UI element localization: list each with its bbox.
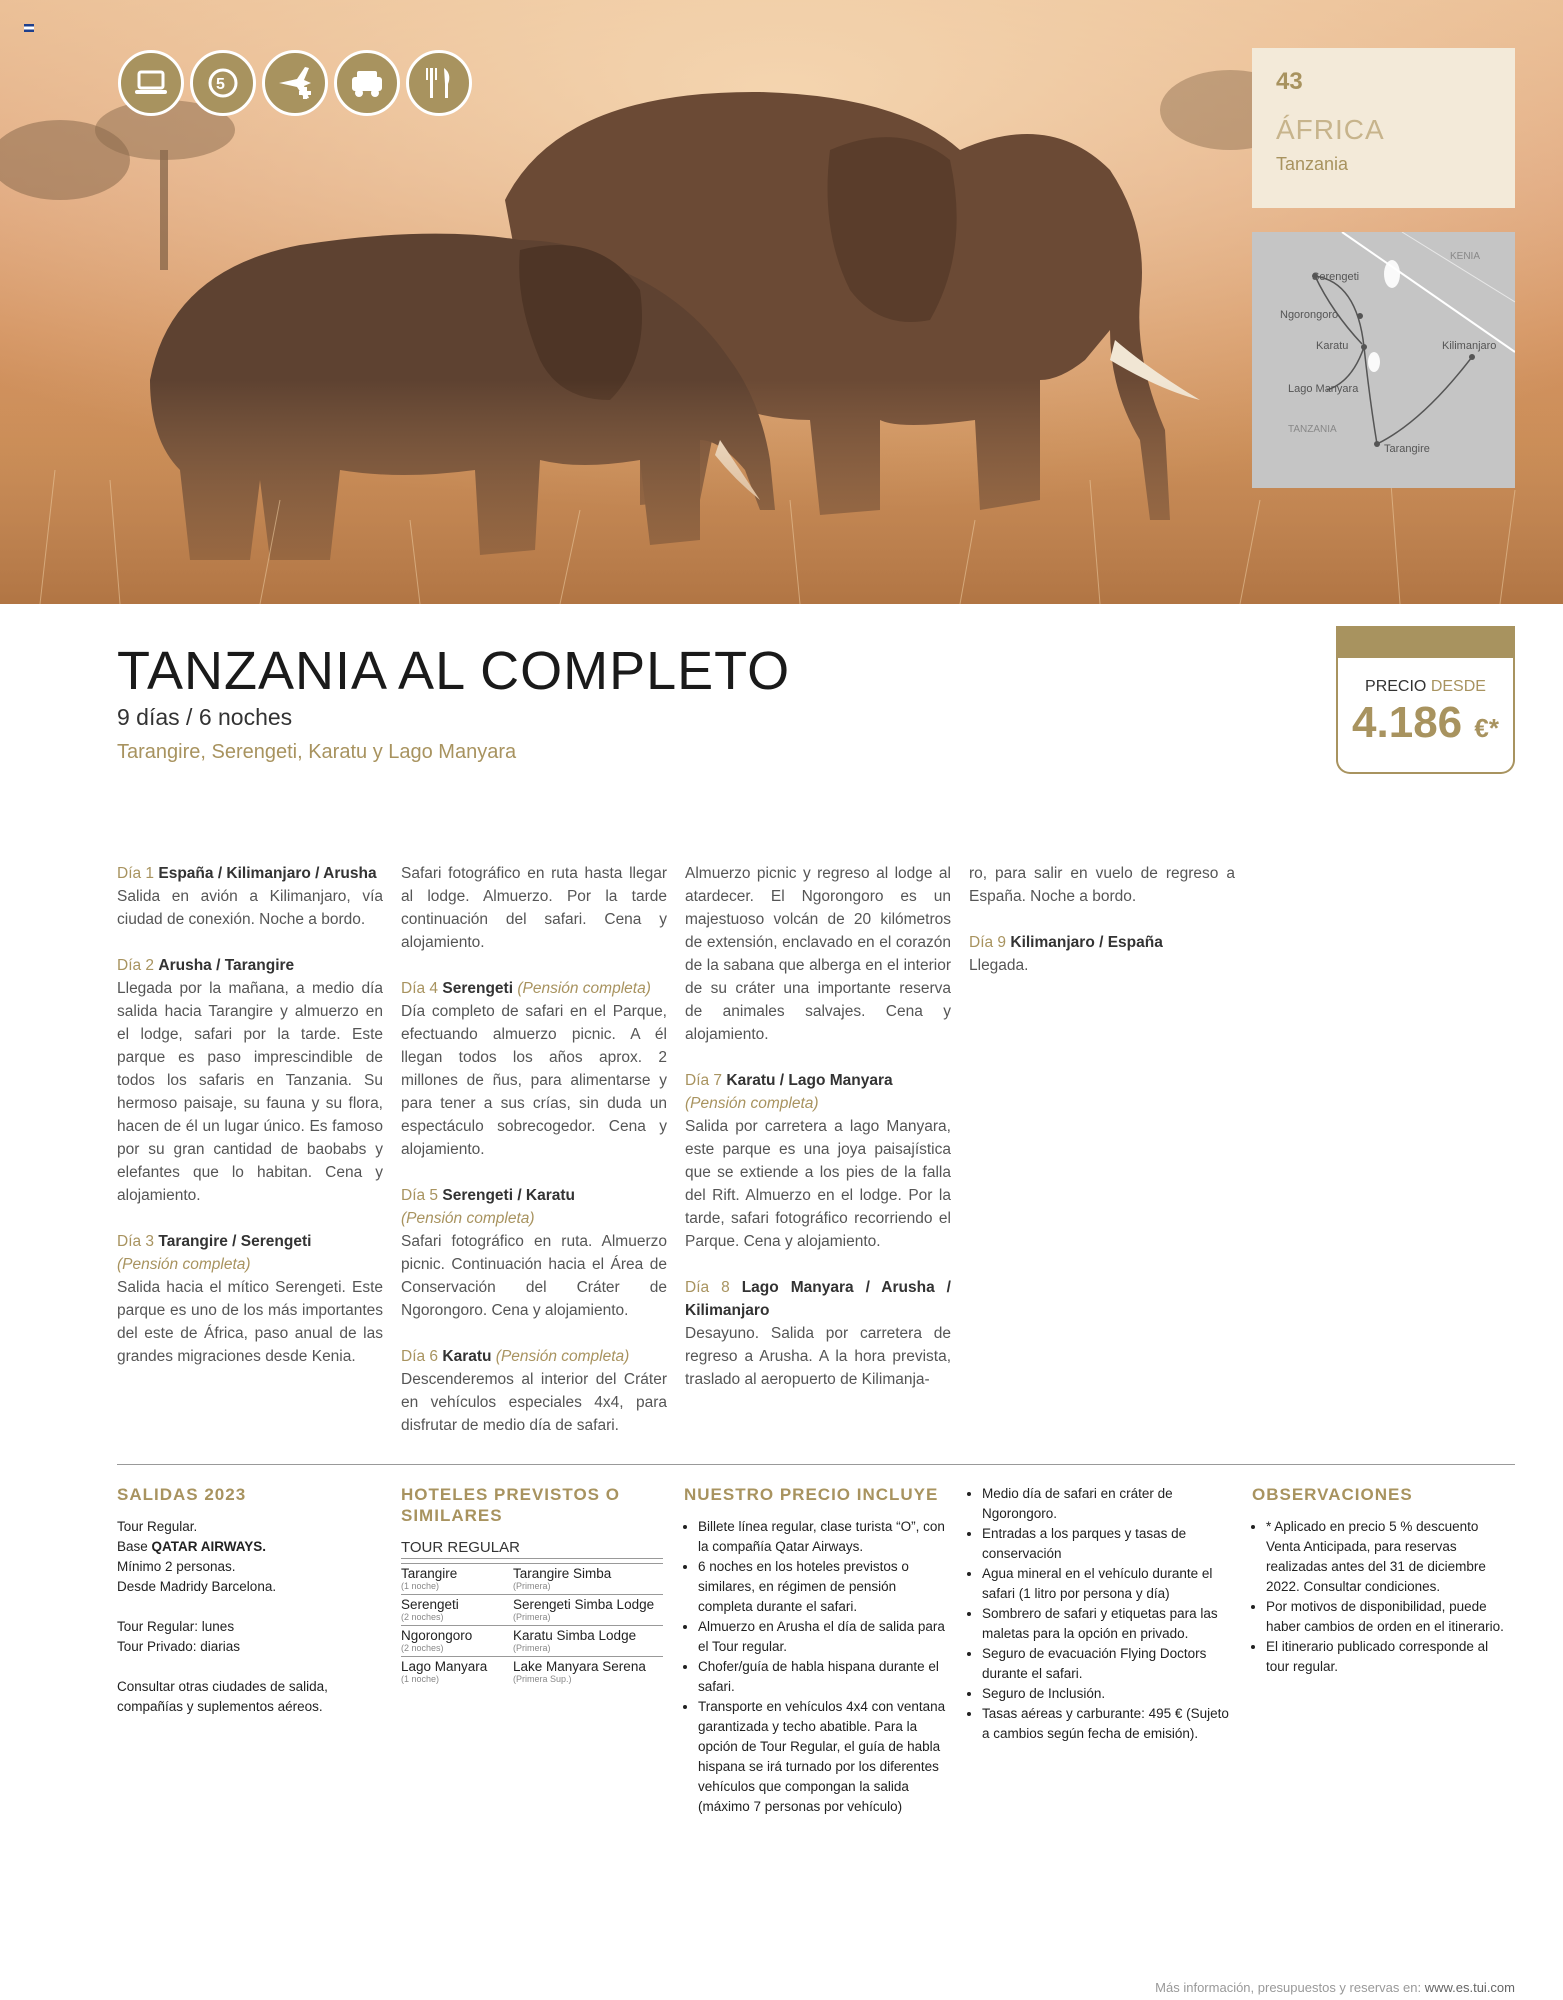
hotel-place-cell: [401, 1564, 513, 1595]
destination-tag: [1252, 48, 1515, 208]
day-title: Lago Manyara / Arusha / Kilimanjaro: [685, 1279, 951, 1319]
hoteles-table: [401, 1563, 663, 1687]
trip-title: TANZANIA AL COMPLETO: [117, 641, 791, 701]
list-item: • Billete línea regular, clase turista “O”, con la compañía Qatar Airways.: [698, 1517, 946, 1557]
incluye-heading: NUESTRO PRECIO INCLUYE: [684, 1485, 939, 1504]
flight-plus-icon: [262, 50, 328, 116]
day-board: (Pensión completa): [517, 980, 651, 997]
list-item: • Seguro de Inclusión.: [982, 1684, 1233, 1704]
list-item: • Sombrero de safari y etiquetas para las maletas para la opción en privado.: [982, 1604, 1233, 1644]
salidas-heading: SALIDAS 2023: [117, 1485, 247, 1504]
hotel-nights: (1 noche): [401, 1674, 440, 1684]
hotel-name-cell: [513, 1626, 663, 1657]
itinerary-column-2: [401, 862, 667, 1460]
list-item: • Entradas a los parques y tasas de conservación: [982, 1524, 1233, 1564]
trip-duration: 9 días / 6 noches: [117, 704, 293, 730]
day-text: Descenderemos al interior del Cráter en vehículos especiales 4x4, para disfrutar de medio día de safari.: [401, 1371, 667, 1434]
map-label-tanzania: TANZANIA: [1288, 424, 1337, 435]
hoteles-heading: HOTELES PREVISTOS O SIMILARES: [401, 1485, 620, 1525]
list-item: • Agua mineral en el vehículo durante el safari (1 litro por persona y día): [982, 1564, 1233, 1604]
salidas-line: Tour Regular.: [117, 1519, 198, 1534]
price-box-bar: [1336, 626, 1515, 658]
itinerary-day-5: [401, 1184, 667, 1322]
observaciones-section: [1252, 1484, 1515, 1677]
day-label: Día 5: [401, 1187, 439, 1204]
laptop-icon: [118, 50, 184, 116]
itinerary-day-3-cont: [401, 862, 667, 954]
hero-photo: [0, 0, 1563, 604]
hotel-row: [401, 1626, 663, 1657]
incluye-section-1: [684, 1484, 946, 1817]
route-map: [1252, 232, 1515, 488]
day-label: Día 1: [117, 865, 155, 882]
hoteles-section: [401, 1484, 665, 1687]
hotel-row: [401, 1595, 663, 1626]
day-title: Kilimanjaro / España: [1010, 934, 1163, 951]
salidas-line: Tour Privado: diarias: [117, 1639, 241, 1654]
hotel-row: [401, 1564, 663, 1595]
itinerary-day-6: [401, 1345, 667, 1437]
itinerary-column-3: [685, 862, 951, 1414]
incluye-list: [684, 1517, 946, 1817]
hotel-name: Lake Manyara Serena: [513, 1659, 646, 1674]
map-label-ngorongoro: Ngorongoro: [1280, 309, 1339, 321]
list-item: • * Aplicado en precio 5 % descuento Venta Anticipada, para reservas realizadas antes del 31 de diciembre 2022. Consultar condiciones.: [1266, 1517, 1515, 1597]
price-box: [1336, 626, 1515, 774]
five-star-icon: [190, 50, 256, 116]
hotel-place: Tarangire: [401, 1566, 458, 1581]
day-title: Karatu / Lago Manyara: [726, 1072, 893, 1089]
salidas-line: Mínimo 2 personas.: [117, 1559, 236, 1574]
day-board: (Pensión completa): [685, 1095, 819, 1112]
salidas-airline: QATAR AIRWAYS.: [151, 1539, 267, 1554]
region-label: ÁFRICA: [1276, 114, 1385, 145]
day-title: Tarangire / Serengeti: [158, 1233, 312, 1250]
day-label: Día 8: [685, 1279, 730, 1296]
itinerary-column-1: [117, 862, 383, 1391]
day-text: Salida en avión a Kilimanjaro, vía ciudad de conexión. Noche a bordo.: [117, 888, 383, 928]
price-label-from: DESDE: [1430, 678, 1486, 695]
day-label: Día 9: [969, 934, 1007, 951]
hotel-category: (Primera Sup.): [513, 1674, 572, 1684]
hotel-nights: (2 noches): [401, 1643, 444, 1653]
day-label: Día 3: [117, 1233, 155, 1250]
jeep-icon: [334, 50, 400, 116]
day-title: España / Kilimanjaro / Arusha: [158, 865, 377, 882]
footer-link[interactable]: www.es.tui.com: [1424, 1980, 1515, 1995]
day-text: Día completo de safari en el Parque, efectuando almuerzo picnic. A él llegan todos los años aprox. 2 millones de ñus, para alimentarse y para tener a sus crías, sin duda un espectáculo sobrecogedor. Cena y alojamiento.: [401, 1003, 667, 1158]
day-title: Karatu: [442, 1348, 492, 1365]
hotel-place-cell: [401, 1657, 513, 1688]
price-label: [1338, 678, 1513, 696]
trip-route: Tarangire, Serengeti, Karatu y Lago Manyara: [117, 741, 517, 763]
list-item: • Tasas aéreas y carburante: 495 € (Sujeto a cambios según fecha de emisión).: [982, 1704, 1233, 1744]
map-label-serengeti: Serengeti: [1312, 271, 1360, 283]
svg-text:5: 5: [216, 76, 225, 93]
itinerary-day-8: [685, 1276, 951, 1391]
price-currency: €*: [1474, 713, 1499, 743]
day-text: Llegada por la mañana, a medio día salida hacia Tarangire y almuerzo en el lodge, safari por la tarde. Este parque es paso imprescindible de todos los safaris en Tanzania. Su hermoso paisaje, su fauna y su flora, hacen de él un lugar único. Es famoso por su gran cantidad de baobabs y elefantes que lo habitan. Cena y alojamiento.: [117, 980, 383, 1204]
observaciones-list: [1252, 1517, 1515, 1677]
hotel-name: Serengeti Simba Lodge: [513, 1597, 655, 1612]
list-item: • Almuerzo en Arusha el día de salida para el Tour regular.: [698, 1617, 946, 1657]
itinerary-day-6-cont: [685, 862, 951, 1046]
day-label: Día 4: [401, 980, 439, 997]
day-text: ro, para salir en vuelo de regreso a España. Noche a bordo.: [969, 865, 1235, 905]
salidas-line: Desde Madridy Barcelona.: [117, 1579, 277, 1594]
hotel-name: Karatu Simba Lodge: [513, 1628, 637, 1643]
map-label-tarangire: Tarangire: [1384, 443, 1430, 455]
list-item: • El itinerario publicado corresponde al tour regular.: [1266, 1637, 1515, 1677]
language-flag-icon: [24, 24, 34, 32]
map-label-karatu: Karatu: [1316, 340, 1349, 352]
hotel-name: Tarangire Simba: [513, 1566, 612, 1581]
itinerary-day-4: [401, 977, 667, 1161]
hotel-nights: (1 noche): [401, 1581, 440, 1591]
day-board: (Pensión completa): [495, 1348, 630, 1365]
hotel-nights: (2 noches): [401, 1612, 444, 1622]
hotel-name-cell: [513, 1657, 663, 1688]
day-text: Llegada.: [969, 957, 1029, 974]
day-board: (Pensión completa): [117, 1256, 251, 1273]
list-item: • Por motivos de disponibilidad, puede haber cambios de orden en el itinerario.: [1266, 1597, 1515, 1637]
incluye-section-2: [968, 1484, 1233, 1744]
itinerary-day-7: [685, 1069, 951, 1253]
itinerary-column-4: [969, 862, 1235, 1000]
incluye-list-cont: [968, 1484, 1233, 1744]
hoteles-subheading: TOUR REGULAR: [401, 1538, 663, 1559]
map-label-kilimanjaro: Kilimanjaro: [1442, 340, 1497, 352]
hotel-row: [401, 1657, 663, 1688]
itinerary-day-9: [969, 931, 1235, 977]
day-text: Salida hacia el mítico Serengeti. Este parque es uno de los más importantes del este de África, paso anual de las grandes migraciones desde Kenia.: [117, 1279, 383, 1365]
day-text: Desayuno. Salida por carretera de regreso a Arusha. A la hora prevista, traslado al aeropuerto de Kilimanja-: [685, 1325, 951, 1388]
list-item: • 6 noches en los hoteles previstos o similares, en régimen de pensión completa durante el safari.: [698, 1557, 946, 1617]
day-text: Salida por carretera a lago Manyara, este parque es una joya paisajística que se extiende a los pies de la falla del Rift. Almuerzo en el lodge. Por la tarde, safari fotográfico recorriendo el Parque. Cena y alojamiento.: [685, 1118, 951, 1250]
day-text: Almuerzo picnic y regreso al lodge al atardecer. El Ngorongoro es un majestuoso volcán de 20 kilómetros de extensión, enclavado en el corazón de la sabana que alberga en el interior de su cráter una importante reserva de animales salvajes. Cena y alojamiento.: [685, 865, 951, 1043]
day-title: Serengeti / Karatu: [442, 1187, 576, 1204]
cutlery-icon: [406, 50, 472, 116]
list-item: • Chofer/guía de habla hispana durante el safari.: [698, 1657, 946, 1697]
salidas-base: [117, 1537, 379, 1557]
day-board: (Pensión completa): [401, 1210, 535, 1227]
observaciones-heading: OBSERVACIONES: [1252, 1485, 1413, 1504]
hotel-place: Lago Manyara: [401, 1659, 488, 1674]
hotel-place-cell: [401, 1595, 513, 1626]
day-label: Día 6: [401, 1348, 439, 1365]
salidas-section: [117, 1484, 379, 1717]
itinerary-day-3: [117, 1230, 383, 1368]
list-item: • Medio día de safari en cráter de Ngorongoro.: [982, 1484, 1233, 1524]
salidas-line: Tour Regular: lunes: [117, 1619, 235, 1634]
salidas-line: Consultar otras ciudades de salida, compañías y suplementos aéreos.: [117, 1679, 328, 1714]
list-item: • Seguro de evacuación Flying Doctors durante el safari.: [982, 1644, 1233, 1684]
day-label: Día 2: [117, 957, 155, 974]
day-label: Día 7: [685, 1072, 723, 1089]
itinerary-day-1: [117, 862, 383, 931]
footer-text: Más información, presupuestos y reservas en:: [1155, 1980, 1425, 1995]
hotel-place-cell: [401, 1626, 513, 1657]
price-amount: 4.186: [1352, 698, 1463, 747]
hotel-category: (Primera): [513, 1643, 551, 1653]
page-number: 43: [1276, 68, 1303, 95]
hotel-category: (Primera): [513, 1612, 551, 1622]
hotel-place: Ngorongoro: [401, 1628, 473, 1643]
salidas-base-prefix: Base: [117, 1539, 152, 1554]
itinerary-day-8-cont: [969, 862, 1235, 908]
day-title: Serengeti: [442, 980, 514, 997]
list-item: • Transporte en vehículos 4x4 con ventana garantizada y techo abatible. Para la opción de Tour Regular, el guía de habla hispana se irá turnado por los diferentes vehículos que compongan la salida (máximo 7 personas por vehículo): [698, 1697, 946, 1817]
footer-contact: [1155, 1980, 1515, 1995]
hotel-name-cell: [513, 1595, 663, 1626]
map-label-kenia: KENIA: [1450, 251, 1481, 262]
itinerary-day-2: [117, 954, 383, 1207]
section-divider: [117, 1464, 1515, 1465]
country-label: Tanzania: [1276, 154, 1349, 174]
day-text: Safari fotográfico en ruta. Almuerzo picnic. Continuación hacia el Área de Conservación del Cráter de Ngorongoro. Cena y alojamiento.: [401, 1233, 667, 1319]
price-label-main: PRECIO: [1365, 678, 1427, 695]
day-text: Safari fotográfico en ruta hasta llegar al lodge. Almuerzo. Por la tarde continuación del safari. Cena y alojamiento.: [401, 865, 667, 951]
price-value: [1338, 698, 1513, 748]
hotel-place: Serengeti: [401, 1597, 459, 1612]
map-label-lago-manyara: Lago Manyara: [1288, 383, 1359, 395]
hotel-name-cell: [513, 1564, 663, 1595]
hotel-category: (Primera): [513, 1581, 551, 1591]
day-title: Arusha / Tarangire: [158, 957, 295, 974]
features-icon-row: [118, 50, 472, 116]
